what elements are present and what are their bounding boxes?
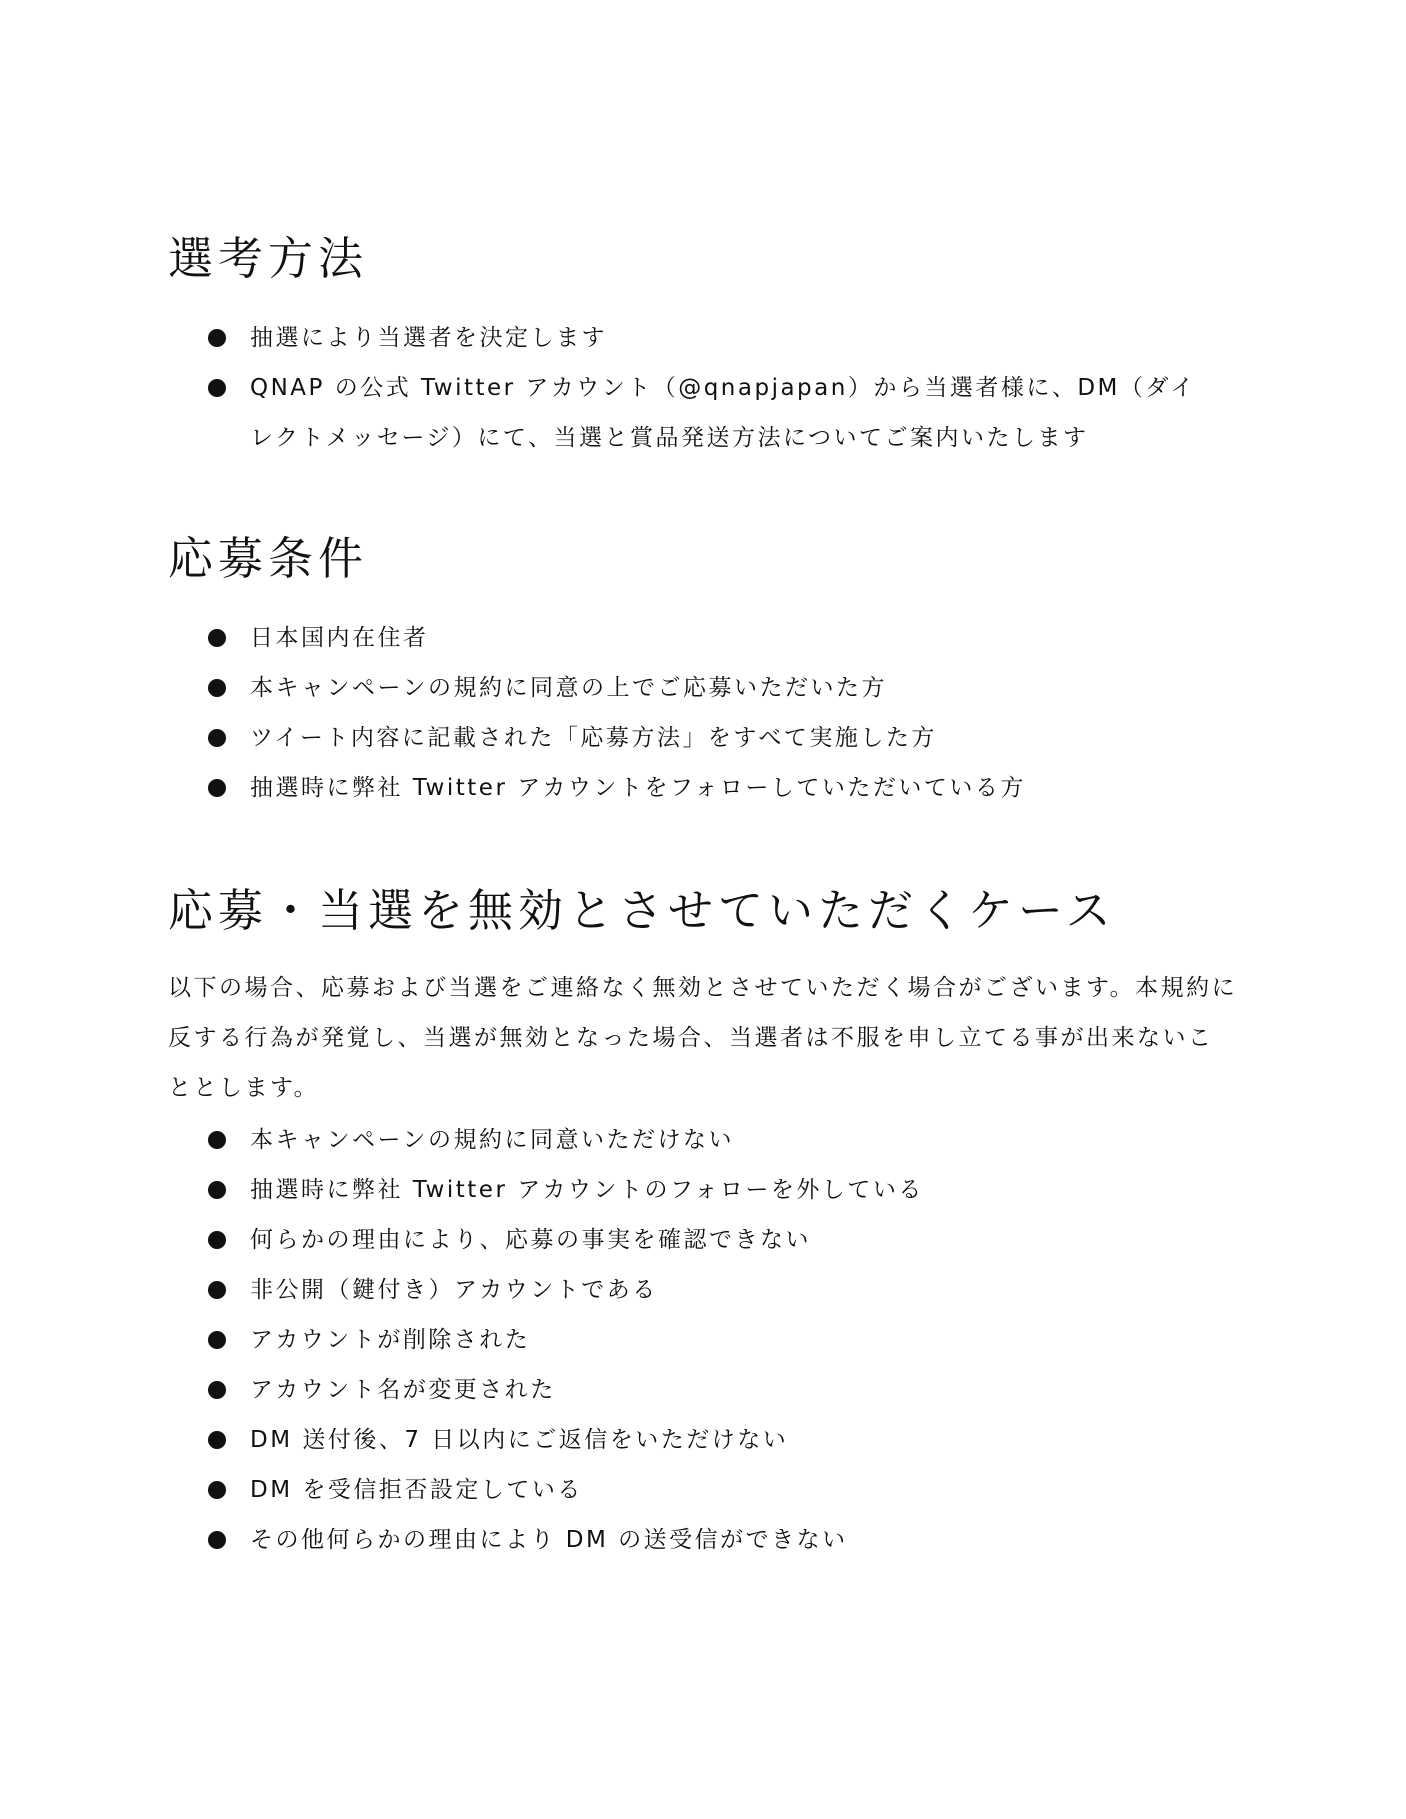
list-item: DM を受信拒否設定している bbox=[208, 1465, 1208, 1515]
bullet-icon bbox=[208, 1131, 226, 1149]
list-item: ツイート内容に記載された「応募方法」をすべて実施した方 bbox=[208, 713, 1208, 763]
bullet-icon bbox=[208, 1281, 226, 1299]
selection-method-list bbox=[208, 313, 1208, 463]
bullet-icon bbox=[208, 1431, 226, 1449]
entry-conditions-list bbox=[208, 613, 1208, 813]
list-item: 抽選により当選者を決定します bbox=[208, 313, 1208, 363]
bullet-icon bbox=[208, 779, 226, 797]
invalidation-cases-list bbox=[208, 1115, 1208, 1565]
section-title-selection-method: 選考方法 bbox=[168, 232, 369, 285]
list-item: DM 送付後、7 日以内にご返信をいただけない bbox=[208, 1415, 1208, 1465]
list-item: 本キャンペーンの規約に同意いただけない bbox=[208, 1115, 1208, 1165]
list-item: アカウントが削除された bbox=[208, 1315, 1208, 1365]
bullet-icon bbox=[208, 1531, 226, 1549]
list-item: QNAP の公式 Twitter アカウント（@qnapjapan）から当選者様に、DM（ダイレクトメッセージ）にて、当選と賞品発送方法についてご案内いたします bbox=[208, 363, 1208, 463]
bullet-icon bbox=[208, 729, 226, 747]
list-item: その他何らかの理由により DM の送受信ができない bbox=[208, 1515, 1208, 1565]
list-item: 非公開（鍵付き）アカウントである bbox=[208, 1265, 1208, 1315]
list-item: アカウント名が変更された bbox=[208, 1365, 1208, 1415]
bullet-icon bbox=[208, 629, 226, 647]
section-title-entry-conditions: 応募条件 bbox=[168, 532, 369, 585]
list-item: 日本国内在住者 bbox=[208, 613, 1208, 663]
bullet-icon bbox=[208, 1181, 226, 1199]
list-item: 本キャンペーンの規約に同意の上でご応募いただいた方 bbox=[208, 663, 1208, 713]
list-item: 何らかの理由により、応募の事実を確認できない bbox=[208, 1215, 1208, 1265]
bullet-icon bbox=[208, 329, 226, 347]
bullet-icon bbox=[208, 679, 226, 697]
bullet-icon bbox=[208, 379, 226, 397]
bullet-icon bbox=[208, 1381, 226, 1399]
section-title-invalidation-cases: 応募・当選を無効とさせていただくケース bbox=[168, 884, 1116, 937]
bullet-icon bbox=[208, 1331, 226, 1349]
list-item: 抽選時に弊社 Twitter アカウントのフォローを外している bbox=[208, 1165, 1208, 1215]
invalidation-intro: 以下の場合、応募および当選をご連絡なく無効とさせていただく場合がございます。本規約に反する行為が発覚し、当選が無効となった場合、当選者は不服を申し立てる事が出来ないこととします。 bbox=[168, 975, 1238, 1101]
bullet-icon bbox=[208, 1231, 226, 1249]
bullet-icon bbox=[208, 1481, 226, 1499]
list-item: 抽選時に弊社 Twitter アカウントをフォローしていただいている方 bbox=[208, 763, 1208, 813]
